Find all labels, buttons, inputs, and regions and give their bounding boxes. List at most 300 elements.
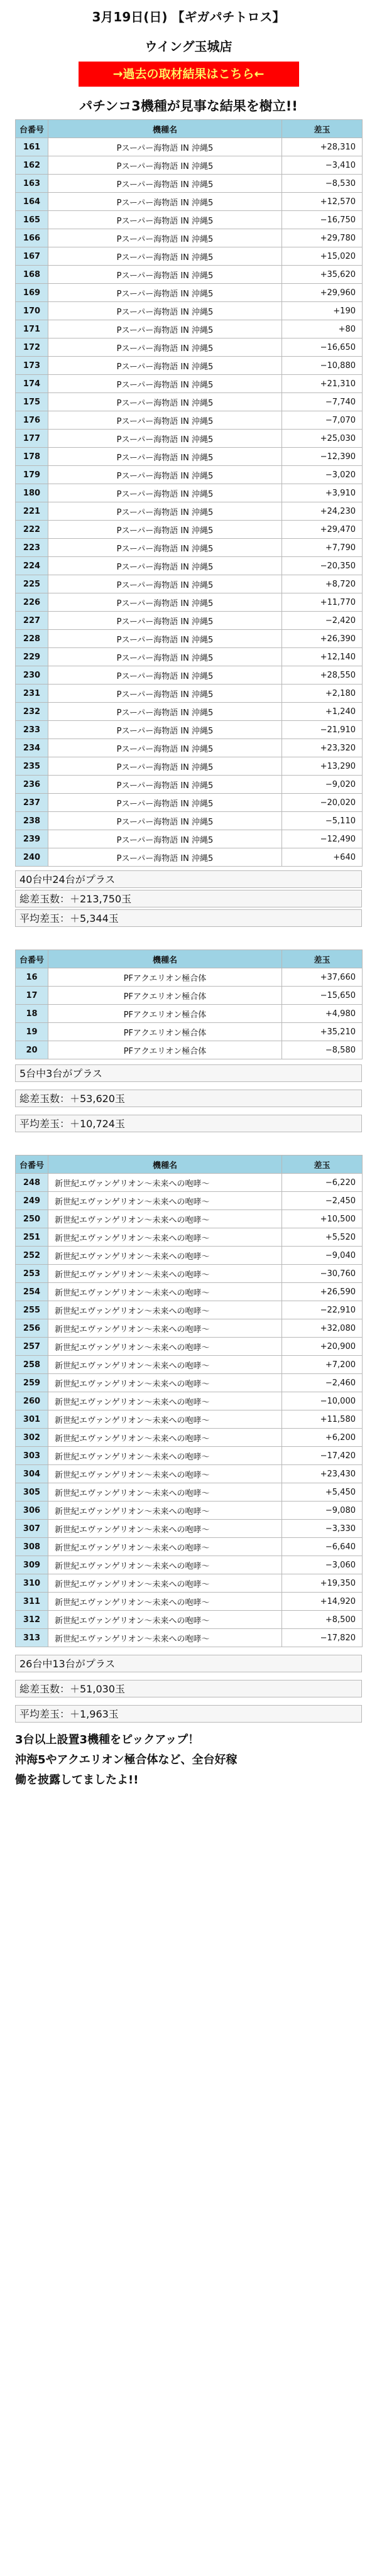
machine-number-cell: 17 xyxy=(16,987,48,1005)
ball-difference-cell: +19,350 xyxy=(282,1574,363,1593)
machine-number-cell: 161 xyxy=(16,138,48,156)
ball-difference-cell: +1,240 xyxy=(282,703,363,721)
table-header-row xyxy=(16,120,363,138)
table-body xyxy=(16,138,363,867)
model-name-cell: Pスーパー海物語 IN 沖縄5 xyxy=(48,138,282,156)
machine-number-cell: 180 xyxy=(16,484,48,502)
model-name-cell: Pスーパー海物語 IN 沖縄5 xyxy=(48,794,282,812)
summary-average: 平均差玉：＋10,724玉 xyxy=(15,1115,362,1132)
model-name-cell: Pスーパー海物語 IN 沖縄5 xyxy=(48,812,282,830)
table-row xyxy=(16,1174,363,1192)
table-row xyxy=(16,1374,363,1392)
model-name-cell: Pスーパー海物語 IN 沖縄5 xyxy=(48,393,282,411)
ball-difference-cell: +15,020 xyxy=(282,247,363,266)
machine-number-cell: 228 xyxy=(16,630,48,648)
model-name-cell: 新世紀エヴァンゲリオン〜未来への咆哮〜 xyxy=(48,1483,282,1502)
model-name-cell: Pスーパー海物語 IN 沖縄5 xyxy=(48,375,282,393)
table-row xyxy=(16,1538,363,1556)
model-name-cell: PFアクエリオン極合体 xyxy=(48,968,282,987)
ball-difference-cell: +640 xyxy=(282,848,363,867)
table-row xyxy=(16,375,363,393)
machine-number-cell: 312 xyxy=(16,1611,48,1629)
model-name-cell: Pスーパー海物語 IN 沖縄5 xyxy=(48,848,282,867)
machine-number-cell: 173 xyxy=(16,357,48,375)
column-header-model: 機種名 xyxy=(48,1155,282,1174)
table-row xyxy=(16,1429,363,1447)
machine-number-cell: 258 xyxy=(16,1356,48,1374)
model-name-cell: 新世紀エヴァンゲリオン〜未来への咆哮〜 xyxy=(48,1374,282,1392)
store-name: ウイング玉城店 xyxy=(145,39,232,54)
ball-difference-cell: +26,590 xyxy=(282,1283,363,1301)
machine-number-cell: 168 xyxy=(16,266,48,284)
machine-number-cell: 226 xyxy=(16,593,48,612)
table-header-row xyxy=(16,1155,363,1174)
table-row xyxy=(16,430,363,448)
machine-number-cell: 174 xyxy=(16,375,48,393)
machine-number-cell: 233 xyxy=(16,721,48,739)
column-header-diff: 差玉 xyxy=(282,1155,363,1174)
machine-number-cell: 254 xyxy=(16,1283,48,1301)
machine-number-cell: 178 xyxy=(16,448,48,466)
model-name-cell: Pスーパー海物語 IN 沖縄5 xyxy=(48,630,282,648)
table-row xyxy=(16,1520,363,1538)
machine-number-cell: 231 xyxy=(16,685,48,703)
ball-difference-cell: −6,640 xyxy=(282,1538,363,1556)
machine-number-cell: 307 xyxy=(16,1520,48,1538)
machine-number-cell: 230 xyxy=(16,666,48,685)
column-header-number: 台番号 xyxy=(16,120,48,138)
summary-total: 総差玉数：＋51,030玉 xyxy=(15,1680,362,1697)
ball-difference-cell: +29,470 xyxy=(282,521,363,539)
ball-difference-cell: −17,820 xyxy=(282,1629,363,1647)
ball-difference-cell: +25,030 xyxy=(282,430,363,448)
machine-number-cell: 253 xyxy=(16,1265,48,1283)
table-row xyxy=(16,987,363,1005)
ball-difference-cell: −3,020 xyxy=(282,466,363,484)
machine-number-cell: 19 xyxy=(16,1023,48,1041)
ball-difference-cell: −15,650 xyxy=(282,987,363,1005)
machine-number-cell: 248 xyxy=(16,1174,48,1192)
ball-difference-cell: +4,980 xyxy=(282,1005,363,1023)
results-table-okinawa5 xyxy=(15,119,363,867)
machine-number-cell: 18 xyxy=(16,1005,48,1023)
table-row xyxy=(16,757,363,776)
model-name-cell: 新世紀エヴァンゲリオン〜未来への咆哮〜 xyxy=(48,1629,282,1647)
table-row xyxy=(16,830,363,848)
table-row xyxy=(16,448,363,466)
table-row xyxy=(16,175,363,193)
model-name-cell: PFアクエリオン極合体 xyxy=(48,1005,282,1023)
ball-difference-cell: +8,500 xyxy=(282,1611,363,1629)
model-name-cell: 新世紀エヴァンゲリオン〜未来への咆哮〜 xyxy=(48,1556,282,1574)
machine-number-cell: 309 xyxy=(16,1556,48,1574)
summary-plus-count: 26台中13台がプラス xyxy=(15,1655,362,1672)
model-name-cell: Pスーパー海物語 IN 沖縄5 xyxy=(48,284,282,302)
model-name-cell: 新世紀エヴァンゲリオン〜未来への咆哮〜 xyxy=(48,1574,282,1593)
table-row xyxy=(16,1410,363,1429)
model-name-cell: 新世紀エヴァンゲリオン〜未来への咆哮〜 xyxy=(48,1283,282,1301)
ball-difference-cell: +28,550 xyxy=(282,666,363,685)
model-name-cell: Pスーパー海物語 IN 沖縄5 xyxy=(48,193,282,211)
table-row xyxy=(16,1611,363,1629)
model-name-cell: Pスーパー海物語 IN 沖縄5 xyxy=(48,703,282,721)
ball-difference-cell: −7,070 xyxy=(282,411,363,430)
model-name-cell: Pスーパー海物語 IN 沖縄5 xyxy=(48,830,282,848)
model-name-cell: Pスーパー海物語 IN 沖縄5 xyxy=(48,211,282,229)
ball-difference-cell: +13,290 xyxy=(282,757,363,776)
model-name-cell: PFアクエリオン極合体 xyxy=(48,1023,282,1041)
machine-number-cell: 259 xyxy=(16,1374,48,1392)
model-name-cell: Pスーパー海物語 IN 沖縄5 xyxy=(48,521,282,539)
table-row xyxy=(16,1005,363,1023)
model-name-cell: Pスーパー海物語 IN 沖縄5 xyxy=(48,757,282,776)
table-row xyxy=(16,229,363,247)
model-name-cell: 新世紀エヴァンゲリオン〜未来への咆哮〜 xyxy=(48,1228,282,1247)
machine-number-cell: 171 xyxy=(16,320,48,338)
ball-difference-cell: +20,900 xyxy=(282,1338,363,1356)
ball-difference-cell: −2,450 xyxy=(282,1192,363,1210)
ball-difference-cell: −12,490 xyxy=(282,830,363,848)
table-row xyxy=(16,648,363,666)
results-table-aquarion xyxy=(15,950,363,1059)
table-row xyxy=(16,1041,363,1059)
ball-difference-cell: +12,570 xyxy=(282,193,363,211)
model-name-cell: 新世紀エヴァンゲリオン〜未来への咆哮〜 xyxy=(48,1611,282,1629)
ball-difference-cell: +190 xyxy=(282,302,363,320)
model-name-cell: Pスーパー海物語 IN 沖縄5 xyxy=(48,266,282,284)
ball-difference-cell: −10,000 xyxy=(282,1392,363,1410)
model-name-cell: Pスーパー海物語 IN 沖縄5 xyxy=(48,593,282,612)
model-name-cell: PFアクエリオン極合体 xyxy=(48,987,282,1005)
table-row xyxy=(16,1574,363,1593)
table-row xyxy=(16,1447,363,1465)
closing-line-3: 働を披露してましたよ!! xyxy=(15,1773,139,1787)
ball-difference-cell: +29,960 xyxy=(282,284,363,302)
table-row xyxy=(16,593,363,612)
table-row xyxy=(16,1228,363,1247)
model-name-cell: PFアクエリオン極合体 xyxy=(48,1041,282,1059)
summary-plus-count: 5台中3台がプラス xyxy=(15,1064,362,1082)
headline: パチンコ3機種が見事な結果を樹立!! xyxy=(79,99,298,114)
closing-line-1: 3台以上設置3機種をピックアップ！ xyxy=(15,1733,200,1746)
machine-number-cell: 232 xyxy=(16,703,48,721)
model-name-cell: Pスーパー海物語 IN 沖縄5 xyxy=(48,156,282,175)
model-name-cell: Pスーパー海物語 IN 沖縄5 xyxy=(48,175,282,193)
machine-number-cell: 239 xyxy=(16,830,48,848)
table-row xyxy=(16,156,363,175)
machine-number-cell: 302 xyxy=(16,1429,48,1447)
table-row xyxy=(16,557,363,575)
machine-number-cell: 235 xyxy=(16,757,48,776)
table-row xyxy=(16,685,363,703)
ball-difference-cell: +26,390 xyxy=(282,630,363,648)
table-row xyxy=(16,794,363,812)
ball-difference-cell: −20,350 xyxy=(282,557,363,575)
ball-difference-cell: −16,750 xyxy=(282,211,363,229)
machine-number-cell: 301 xyxy=(16,1410,48,1429)
table-row xyxy=(16,211,363,229)
machine-number-cell: 165 xyxy=(16,211,48,229)
machine-number-cell: 236 xyxy=(16,776,48,794)
model-name-cell: Pスーパー海物語 IN 沖縄5 xyxy=(48,575,282,593)
ball-difference-cell: −16,650 xyxy=(282,338,363,357)
machine-number-cell: 167 xyxy=(16,247,48,266)
closing-line-2: 沖海5やアクエリオン極合体など、全台好稼 xyxy=(15,1753,238,1767)
ball-difference-cell: −20,020 xyxy=(282,794,363,812)
table-row xyxy=(16,393,363,411)
table-row xyxy=(16,1392,363,1410)
machine-number-cell: 221 xyxy=(16,502,48,521)
ball-difference-cell: +37,660 xyxy=(282,968,363,987)
ball-difference-cell: +3,910 xyxy=(282,484,363,502)
machine-number-cell: 249 xyxy=(16,1192,48,1210)
machine-number-cell: 224 xyxy=(16,557,48,575)
ball-difference-cell: +14,920 xyxy=(282,1593,363,1611)
model-name-cell: Pスーパー海物語 IN 沖縄5 xyxy=(48,357,282,375)
ball-difference-cell: −5,110 xyxy=(282,812,363,830)
column-header-number: 台番号 xyxy=(16,1155,48,1174)
model-name-cell: 新世紀エヴァンゲリオン〜未来への咆哮〜 xyxy=(48,1465,282,1483)
ball-difference-cell: +8,720 xyxy=(282,575,363,593)
table-row xyxy=(16,812,363,830)
model-name-cell: 新世紀エヴァンゲリオン〜未来への咆哮〜 xyxy=(48,1410,282,1429)
ball-difference-cell: −30,760 xyxy=(282,1265,363,1283)
machine-number-cell: 238 xyxy=(16,812,48,830)
table-row xyxy=(16,666,363,685)
machine-number-cell: 179 xyxy=(16,466,48,484)
machine-number-cell: 166 xyxy=(16,229,48,247)
table-row xyxy=(16,575,363,593)
machine-number-cell: 222 xyxy=(16,521,48,539)
table-row xyxy=(16,1356,363,1374)
machine-number-cell: 169 xyxy=(16,284,48,302)
ball-difference-cell: −2,460 xyxy=(282,1374,363,1392)
summary-average: 平均差玉：＋5,344玉 xyxy=(15,909,362,927)
table-row xyxy=(16,1465,363,1483)
table-row xyxy=(16,1483,363,1502)
column-header-diff: 差玉 xyxy=(282,120,363,138)
model-name-cell: Pスーパー海物語 IN 沖縄5 xyxy=(48,612,282,630)
ball-difference-cell: +2,180 xyxy=(282,685,363,703)
ball-difference-cell: +5,520 xyxy=(282,1228,363,1247)
table-row xyxy=(16,848,363,867)
column-header-model: 機種名 xyxy=(48,120,282,138)
table-row xyxy=(16,1265,363,1283)
model-name-cell: Pスーパー海物語 IN 沖縄5 xyxy=(48,247,282,266)
machine-number-cell: 237 xyxy=(16,794,48,812)
ball-difference-cell: +23,320 xyxy=(282,739,363,757)
table-row xyxy=(16,1283,363,1301)
ball-difference-cell: −3,410 xyxy=(282,156,363,175)
ball-difference-cell: +10,500 xyxy=(282,1210,363,1228)
model-name-cell: Pスーパー海物語 IN 沖縄5 xyxy=(48,484,282,502)
table-row xyxy=(16,721,363,739)
table-row xyxy=(16,1247,363,1265)
model-name-cell: Pスーパー海物語 IN 沖縄5 xyxy=(48,685,282,703)
model-name-cell: Pスーパー海物語 IN 沖縄5 xyxy=(48,648,282,666)
machine-number-cell: 225 xyxy=(16,575,48,593)
model-name-cell: 新世紀エヴァンゲリオン〜未来への咆哮〜 xyxy=(48,1192,282,1210)
table-row xyxy=(16,338,363,357)
table-row xyxy=(16,138,363,156)
table-row xyxy=(16,776,363,794)
table-row xyxy=(16,521,363,539)
machine-number-cell: 175 xyxy=(16,393,48,411)
table-row xyxy=(16,630,363,648)
ball-difference-cell: −8,530 xyxy=(282,175,363,193)
ball-difference-cell: +29,780 xyxy=(282,229,363,247)
model-name-cell: 新世紀エヴァンゲリオン〜未来への咆哮〜 xyxy=(48,1538,282,1556)
machine-number-cell: 16 xyxy=(16,968,48,987)
model-name-cell: 新世紀エヴァンゲリオン〜未来への咆哮〜 xyxy=(48,1319,282,1338)
ball-difference-cell: −8,580 xyxy=(282,1041,363,1059)
ball-difference-cell: +35,210 xyxy=(282,1023,363,1041)
machine-number-cell: 223 xyxy=(16,539,48,557)
column-header-model: 機種名 xyxy=(48,950,282,968)
model-name-cell: 新世紀エヴァンゲリオン〜未来への咆哮〜 xyxy=(48,1429,282,1447)
ball-difference-cell: −9,020 xyxy=(282,776,363,794)
model-name-cell: 新世紀エヴァンゲリオン〜未来への咆哮〜 xyxy=(48,1520,282,1538)
table-row xyxy=(16,1301,363,1319)
ball-difference-cell: −7,740 xyxy=(282,393,363,411)
table-row xyxy=(16,1593,363,1611)
model-name-cell: 新世紀エヴァンゲリオン〜未来への咆哮〜 xyxy=(48,1174,282,1192)
model-name-cell: Pスーパー海物語 IN 沖縄5 xyxy=(48,776,282,794)
ball-difference-cell: +5,450 xyxy=(282,1483,363,1502)
table-row xyxy=(16,302,363,320)
model-name-cell: Pスーパー海物語 IN 沖縄5 xyxy=(48,502,282,521)
model-name-cell: 新世紀エヴァンゲリオン〜未来への咆哮〜 xyxy=(48,1356,282,1374)
machine-number-cell: 164 xyxy=(16,193,48,211)
ball-difference-cell: −3,330 xyxy=(282,1520,363,1538)
model-name-cell: 新世紀エヴァンゲリオン〜未来への咆哮〜 xyxy=(48,1210,282,1228)
machine-number-cell: 176 xyxy=(16,411,48,430)
machine-number-cell: 308 xyxy=(16,1538,48,1556)
model-name-cell: 新世紀エヴァンゲリオン〜未来への咆哮〜 xyxy=(48,1447,282,1465)
table-row xyxy=(16,466,363,484)
ball-difference-cell: +7,200 xyxy=(282,1356,363,1374)
machine-number-cell: 305 xyxy=(16,1483,48,1502)
table-row xyxy=(16,284,363,302)
column-header-diff: 差玉 xyxy=(282,950,363,968)
table-row xyxy=(16,266,363,284)
summary-average: 平均差玉：＋1,963玉 xyxy=(15,1705,362,1723)
ball-difference-cell: −17,420 xyxy=(282,1447,363,1465)
model-name-cell: Pスーパー海物語 IN 沖縄5 xyxy=(48,448,282,466)
table-row xyxy=(16,1338,363,1356)
ball-difference-cell: +21,310 xyxy=(282,375,363,393)
table-row xyxy=(16,612,363,630)
machine-number-cell: 256 xyxy=(16,1319,48,1338)
machine-number-cell: 172 xyxy=(16,338,48,357)
results-table-evangelion xyxy=(15,1155,363,1647)
model-name-cell: Pスーパー海物語 IN 沖縄5 xyxy=(48,302,282,320)
machine-number-cell: 177 xyxy=(16,430,48,448)
machine-number-cell: 306 xyxy=(16,1502,48,1520)
machine-number-cell: 227 xyxy=(16,612,48,630)
model-name-cell: 新世紀エヴァンゲリオン〜未来への咆哮〜 xyxy=(48,1247,282,1265)
machine-number-cell: 170 xyxy=(16,302,48,320)
model-name-cell: 新世紀エヴァンゲリオン〜未来への咆哮〜 xyxy=(48,1301,282,1319)
ball-difference-cell: −6,220 xyxy=(282,1174,363,1192)
model-name-cell: 新世紀エヴァンゲリオン〜未来への咆哮〜 xyxy=(48,1392,282,1410)
machine-number-cell: 251 xyxy=(16,1228,48,1247)
machine-number-cell: 163 xyxy=(16,175,48,193)
ball-difference-cell: +7,790 xyxy=(282,539,363,557)
ball-difference-cell: −12,390 xyxy=(282,448,363,466)
machine-number-cell: 250 xyxy=(16,1210,48,1228)
table-row xyxy=(16,484,363,502)
table-row xyxy=(16,1023,363,1041)
machine-number-cell: 255 xyxy=(16,1301,48,1319)
event-title: 3月19日(日) 【ギガパチトロス】 xyxy=(92,9,285,24)
table-row xyxy=(16,320,363,338)
table-row xyxy=(16,703,363,721)
model-name-cell: Pスーパー海物語 IN 沖縄5 xyxy=(48,338,282,357)
model-name-cell: Pスーパー海物語 IN 沖縄5 xyxy=(48,411,282,430)
machine-number-cell: 240 xyxy=(16,848,48,867)
table-row xyxy=(16,357,363,375)
ball-difference-cell: −22,910 xyxy=(282,1301,363,1319)
model-name-cell: Pスーパー海物語 IN 沖縄5 xyxy=(48,539,282,557)
model-name-cell: Pスーパー海物語 IN 沖縄5 xyxy=(48,721,282,739)
model-name-cell: Pスーパー海物語 IN 沖縄5 xyxy=(48,739,282,757)
table-row xyxy=(16,539,363,557)
ball-difference-cell: +35,620 xyxy=(282,266,363,284)
summary-total: 総差玉数：＋53,620玉 xyxy=(15,1090,362,1107)
table-row xyxy=(16,1210,363,1228)
model-name-cell: Pスーパー海物語 IN 沖縄5 xyxy=(48,666,282,685)
table-row xyxy=(16,1629,363,1647)
machine-number-cell: 229 xyxy=(16,648,48,666)
table-row xyxy=(16,1556,363,1574)
ball-difference-cell: +24,230 xyxy=(282,502,363,521)
machine-number-cell: 234 xyxy=(16,739,48,757)
table-row xyxy=(16,739,363,757)
machine-number-cell: 311 xyxy=(16,1593,48,1611)
ball-difference-cell: −9,080 xyxy=(282,1502,363,1520)
ball-difference-cell: +23,430 xyxy=(282,1465,363,1483)
past-results-link[interactable]: →過去の取材結果はこちら← xyxy=(79,62,299,87)
summary-plus-count: 40台中24台がプラス xyxy=(15,870,362,888)
table-row xyxy=(16,1502,363,1520)
machine-number-cell: 257 xyxy=(16,1338,48,1356)
table-row xyxy=(16,193,363,211)
machine-number-cell: 252 xyxy=(16,1247,48,1265)
table-row xyxy=(16,247,363,266)
table-row xyxy=(16,1192,363,1210)
machine-number-cell: 303 xyxy=(16,1447,48,1465)
ball-difference-cell: −10,880 xyxy=(282,357,363,375)
column-header-number: 台番号 xyxy=(16,950,48,968)
ball-difference-cell: +6,200 xyxy=(282,1429,363,1447)
table-row xyxy=(16,1319,363,1338)
ball-difference-cell: +11,770 xyxy=(282,593,363,612)
ball-difference-cell: −3,060 xyxy=(282,1556,363,1574)
table-body xyxy=(16,968,363,1059)
ball-difference-cell: +80 xyxy=(282,320,363,338)
model-name-cell: Pスーパー海物語 IN 沖縄5 xyxy=(48,229,282,247)
model-name-cell: 新世紀エヴァンゲリオン〜未来への咆哮〜 xyxy=(48,1502,282,1520)
table-body xyxy=(16,1174,363,1647)
model-name-cell: Pスーパー海物語 IN 沖縄5 xyxy=(48,557,282,575)
machine-number-cell: 162 xyxy=(16,156,48,175)
model-name-cell: 新世紀エヴァンゲリオン〜未来への咆哮〜 xyxy=(48,1265,282,1283)
ball-difference-cell: +12,140 xyxy=(282,648,363,666)
machine-number-cell: 20 xyxy=(16,1041,48,1059)
table-row xyxy=(16,968,363,987)
machine-number-cell: 260 xyxy=(16,1392,48,1410)
